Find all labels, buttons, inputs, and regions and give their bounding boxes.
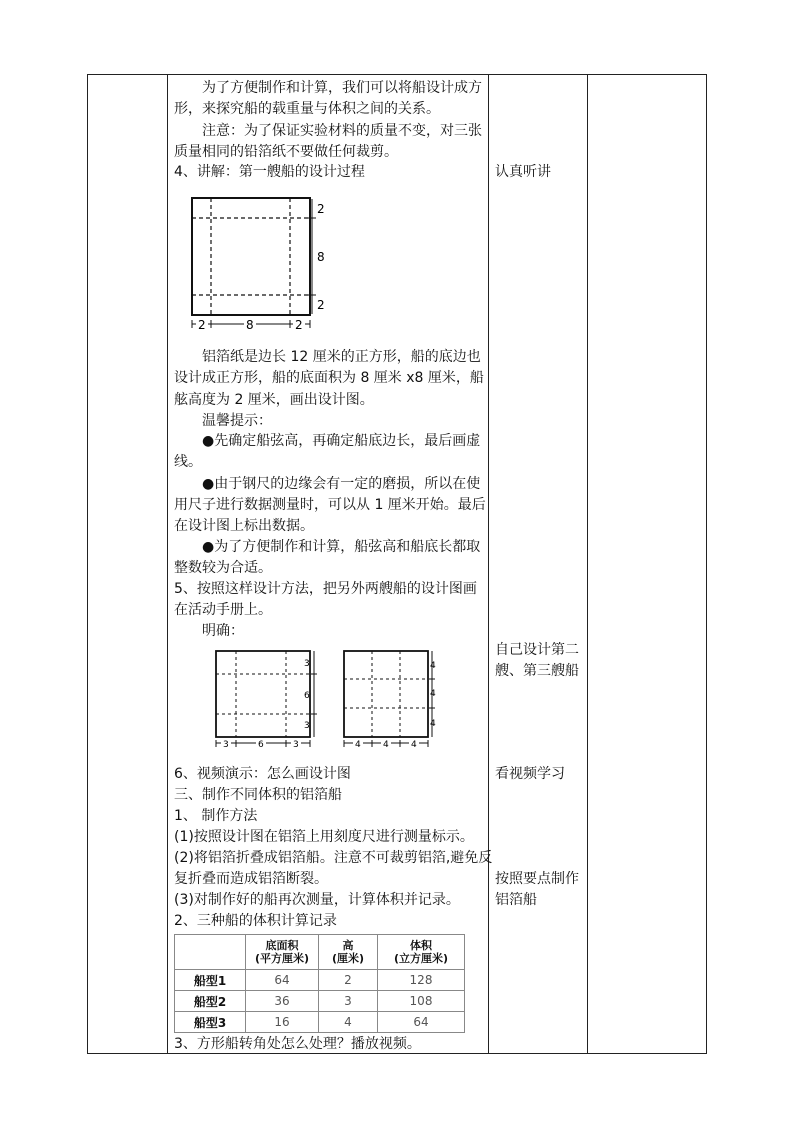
section-heading: 4、讲解：第一艘船的设计过程: [174, 164, 365, 180]
step-line: (3)对制作好的船再次测量，计算体积并记录。: [174, 892, 460, 908]
table-row: 船型3 16 4 64: [175, 1012, 465, 1033]
dim-label: 8: [317, 250, 325, 264]
bullet-line: ●先确定船弦高，再确定船底边长，最后画虚: [202, 433, 481, 449]
paragraph-line: 质量相同的铅箔纸不要做任何裁剪。: [174, 144, 398, 160]
student-activity: 自己设计第二: [495, 642, 579, 658]
paragraph-line: 注意：为了保证实验材料的质量不变，对三张: [202, 123, 482, 139]
bullet-line: 在设计图上标出数据。: [174, 518, 314, 534]
paragraph-line: 为了方便制作和计算，我们可以将船设计成方: [202, 80, 482, 96]
dim-label: 6: [258, 740, 264, 750]
table-header-row: [175, 935, 465, 970]
dim-label: 4: [383, 740, 389, 750]
column-divider: [167, 74, 168, 1054]
header-area: 底面积 (平方厘米): [246, 935, 319, 970]
dim-label: 2: [295, 318, 303, 332]
section-heading: 三、制作不同体积的铝箔船: [174, 787, 342, 803]
paragraph-line: 铝箔纸是边长 12 厘米的正方形，船的底边也: [202, 349, 481, 365]
table-row: 船型2 36 3 108: [175, 991, 465, 1012]
student-activity: 艘、第三艘船: [495, 663, 579, 679]
header-height: 高 (厘米): [319, 935, 378, 970]
column-divider: [587, 74, 588, 1054]
volume-record-table: [174, 934, 465, 1033]
column-divider: [488, 74, 489, 1054]
dim-label: 2: [317, 298, 325, 312]
section-heading: 6、视频演示：怎么画设计图: [174, 766, 351, 782]
bullet-line: 线。: [174, 454, 202, 470]
dim-label: 6: [304, 691, 310, 701]
bullet-line: 用尺子进行数据测量时，可以从 1 厘米开始。最后: [174, 497, 486, 513]
dim-label: 4: [355, 740, 361, 750]
dim-label: 2: [317, 202, 325, 216]
step-line: (1)按照设计图在铝箔上用刻度尺进行测量标示。: [174, 829, 474, 845]
dim-label: 3: [304, 721, 310, 731]
bullet-line: ●为了方便制作和计算，船弦高和船底长都取: [202, 539, 481, 555]
student-activity: 看视频学习: [495, 766, 565, 782]
dim-label: 2: [198, 318, 206, 332]
header-volume: 体积 (立方厘米): [378, 935, 465, 970]
clarify-label: 明确：: [202, 623, 244, 639]
section-heading: 5、按照这样设计方法，把另外两艘船的设计图画: [174, 581, 477, 597]
dim-label: 3: [223, 740, 229, 750]
step-line: (2)将铝箔折叠成铝箔船。注意不可裁剪铝箔,避免反: [174, 850, 493, 866]
paragraph-line: 设计成正方形，船的底面积为 8 厘米 x8 厘米，船: [174, 370, 484, 386]
section-heading: 3、方形船转角处怎么处理？播放视频。: [174, 1036, 421, 1052]
paragraph-line: 在活动手册上。: [174, 602, 272, 618]
table-row: 船型1 64 2 128: [175, 970, 465, 991]
boat-design-diagram-3: [340, 648, 444, 750]
bullet-line: 整数较为合适。: [174, 560, 272, 576]
student-activity: 铝箔船: [495, 892, 537, 908]
boat-design-diagram-2: [212, 648, 330, 750]
tip-heading: 温馨提示：: [202, 413, 272, 429]
dim-label: 3: [304, 659, 310, 669]
bullet-line: ●由于钢尺的边缘会有一定的磨损，所以在使: [202, 476, 481, 492]
student-activity: 按照要点制作: [495, 871, 579, 887]
dim-label: 8: [246, 318, 254, 332]
step-line: 复折叠而造成铝箔断裂。: [174, 871, 328, 887]
dim-label: 4: [430, 661, 436, 671]
section-heading: 2、三种船的体积计算记录: [174, 913, 337, 929]
dim-label: 4: [430, 689, 436, 699]
boat-design-diagram-1: [186, 193, 326, 333]
paragraph-line: 形，来探究船的载重量与体积之间的关系。: [174, 101, 440, 117]
paragraph-line: 舷高度为 2 厘米，画出设计图。: [174, 392, 374, 408]
dim-label: 4: [430, 719, 436, 729]
student-activity: 认真听讲: [495, 164, 551, 180]
section-heading: 1、 制作方法: [174, 808, 258, 824]
dim-label: 4: [411, 740, 417, 750]
dim-label: 3: [293, 740, 299, 750]
